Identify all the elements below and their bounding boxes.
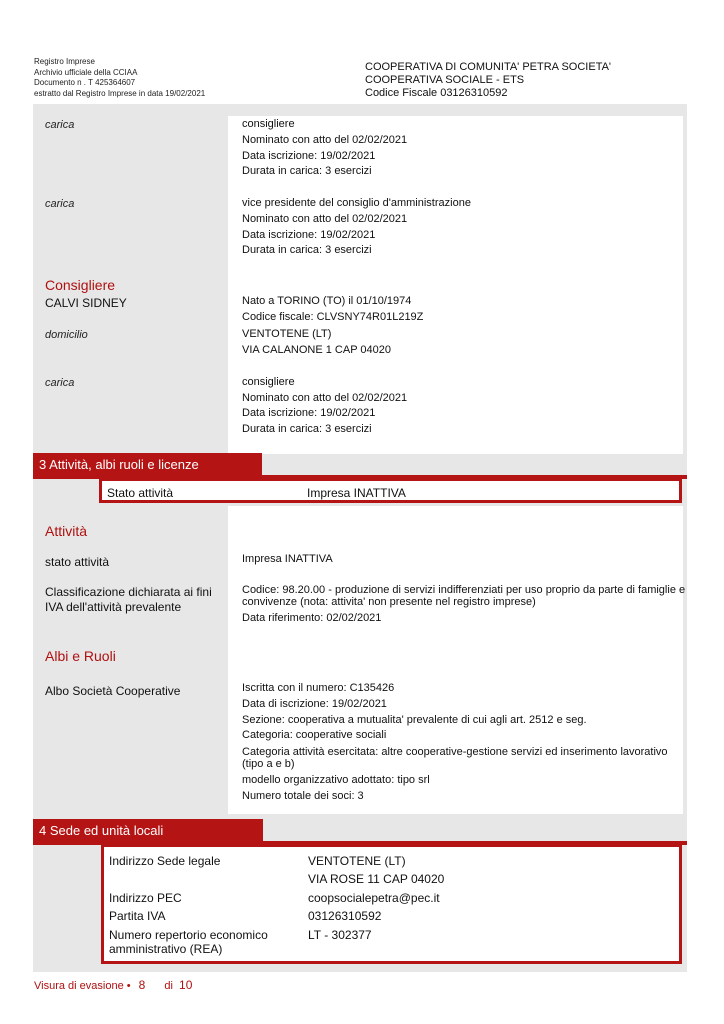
- page-footer: [34, 978, 192, 992]
- sede-label: Indirizzo Sede legale: [109, 854, 221, 868]
- stato-attivita-label: Stato attività: [107, 486, 174, 500]
- page-of: di: [164, 980, 173, 992]
- albo-detail: Data di iscrizione: 19/02/2021: [242, 698, 387, 710]
- pec-label: Indirizzo PEC: [109, 891, 182, 905]
- carica-detail: Nominato con atto del 02/02/2021: [242, 134, 408, 146]
- header-line: Archivio ufficiale della CCIAA: [34, 67, 138, 77]
- attivita-heading: Attività: [45, 523, 88, 539]
- carica-role: consigliere: [242, 376, 295, 388]
- carica-detail: Durata in carica: 3 esercizi: [242, 423, 372, 435]
- partita-iva-label: Partita IVA: [109, 909, 166, 923]
- rea-label: [109, 928, 268, 956]
- stato-attivita-value-2: Impresa INATTIVA: [242, 553, 333, 565]
- carica-label: carica: [45, 119, 75, 131]
- header-line: Registro Imprese: [34, 57, 95, 66]
- carica-role: vice presidente del consiglio d'amministrazione: [242, 197, 471, 209]
- partita-iva-value: 03126310592: [308, 909, 382, 923]
- carica-role: consigliere: [242, 118, 295, 130]
- person-heading: Consigliere: [45, 277, 116, 293]
- company-name-2: COOPERATIVA SOCIALE - ETS: [365, 74, 525, 86]
- albo-detail: Numero totale dei soci: 3: [242, 790, 364, 802]
- company-header: [365, 61, 611, 100]
- stato-attivita-label-2: stato attività: [45, 555, 110, 569]
- section-4-title: 4 Sede ed unità locali: [33, 819, 263, 843]
- albo-detail: Iscritta con il numero: C135426: [242, 682, 395, 694]
- sede-value: VENTOTENE (LT): [308, 854, 406, 868]
- classificazione-label-line: Classificazione dichiarata ai fini: [45, 585, 212, 599]
- domicilio-value: VENTOTENE (LT): [242, 328, 332, 340]
- footer-text: Visura di evasione •: [34, 980, 131, 992]
- albo-detail: modello organizzativo adottato: tipo srl: [242, 774, 430, 786]
- albo-detail: Categoria: cooperative sociali: [242, 729, 387, 741]
- classificazione-label: [45, 585, 212, 615]
- registry-header: [34, 57, 205, 99]
- page-total: 10: [179, 978, 193, 992]
- person-name: CALVI SIDNEY: [45, 296, 127, 310]
- domicilio-label: domicilio: [45, 329, 88, 341]
- rea-value: LT - 302377: [308, 928, 372, 942]
- carica-detail: Nominato con atto del 02/02/2021: [242, 392, 408, 404]
- carica-detail: Data iscrizione: 19/02/2021: [242, 150, 376, 162]
- albi-heading: Albi e Ruoli: [45, 648, 116, 664]
- company-fiscal-code: Codice Fiscale 03126310592: [365, 87, 508, 99]
- person-fiscal-code: Codice fiscale: CLVSNY74R01L219Z: [242, 311, 424, 323]
- classificazione-date: Data riferimento: 02/02/2021: [242, 612, 382, 624]
- sede-value: VIA ROSE 11 CAP 04020: [308, 872, 445, 886]
- section-3-title: 3 Attività, albi ruoli e licenze: [33, 453, 262, 477]
- rea-label-line: amministrativo (REA): [109, 942, 223, 956]
- carica-detail: Data iscrizione: 19/02/2021: [242, 407, 376, 419]
- carica-label: carica: [45, 377, 75, 389]
- person-birth: Nato a TORINO (TO) il 01/10/1974: [242, 295, 412, 307]
- albo-label: Albo Società Cooperative: [45, 684, 181, 698]
- carica-detail: Data iscrizione: 19/02/2021: [242, 229, 376, 241]
- carica-detail: Durata in carica: 3 esercizi: [242, 165, 372, 177]
- stato-attivita-value: Impresa INATTIVA: [307, 486, 406, 500]
- header-line: Documento n . T 425364607: [34, 78, 136, 87]
- domicilio-value: VIA CALANONE 1 CAP 04020: [242, 344, 391, 356]
- header-line: estratto dal Registro Imprese in data 19/02/2021: [34, 88, 206, 98]
- company-name: COOPERATIVA DI COMUNITA' PETRA SOCIETA': [365, 61, 612, 73]
- classificazione-label-line: IVA dell'attività prevalente: [45, 600, 182, 614]
- carica-label: carica: [45, 198, 75, 210]
- rea-label-line: Numero repertorio economico: [109, 928, 268, 942]
- stato-attivita-box: [99, 478, 682, 503]
- classificazione-value: Codice: 98.20.00 - produzione di servizi indifferenziati per uso proprio da parte di famiglie e convivenze (nota: attivita' non presente nel registro imprese): [242, 584, 686, 608]
- pec-value: coopsocialepetra@pec.it: [308, 891, 440, 905]
- sede-box: [101, 844, 682, 964]
- albo-detail: Sezione: cooperativa a mutualita' prevalente di cui agli art. 2512 e seg.: [242, 714, 587, 726]
- carica-detail: Nominato con atto del 02/02/2021: [242, 213, 408, 225]
- page-number: 8: [138, 978, 146, 992]
- carica-detail: Durata in carica: 3 esercizi: [242, 244, 372, 256]
- albo-category: Categoria attività esercitata: altre cooperative-gestione servizi ed inserimento lavorativo (tipo a e b): [242, 746, 668, 770]
